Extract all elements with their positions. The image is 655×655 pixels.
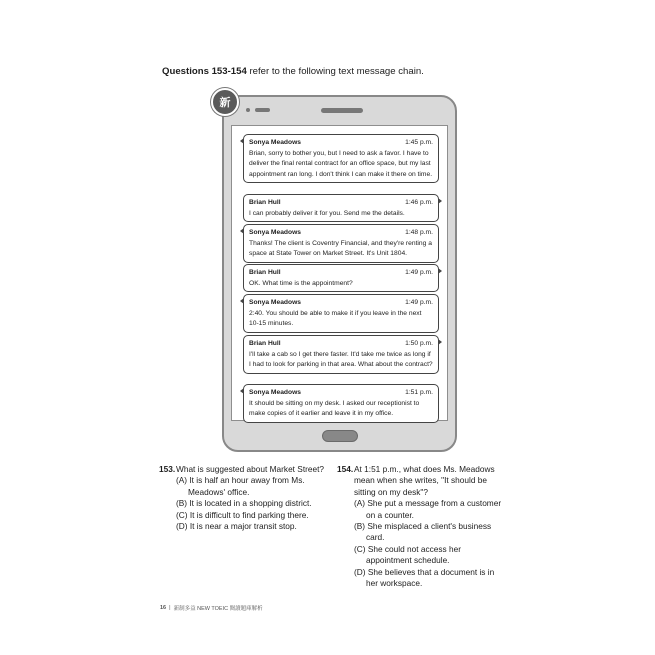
message-time: 1:45 p.m. (405, 139, 433, 146)
sensor-icon (255, 108, 270, 112)
message-text: 2:40. You should be able to make it if you leave in the next 10-15 minutes. (249, 309, 422, 328)
message-sender: Sonya Meadows (249, 389, 302, 396)
question-instruction (162, 66, 424, 77)
message-time: 1:46 p.m. (405, 199, 433, 206)
message-text: I'll take a cab so I get there faster. It'd take me twice as long if I had to look for parking in that area. What about the contract? (249, 350, 433, 369)
message-text: I can probably deliver it for you. Send me the details. (249, 209, 405, 217)
page-footer (160, 604, 263, 612)
message-sender: Brian Hull (249, 340, 281, 347)
camera-icon (246, 108, 250, 112)
question-number: 153. (159, 464, 176, 474)
message-sender: Sonya Meadows (249, 229, 302, 236)
message-time: 1:50 p.m. (405, 340, 433, 347)
phone-screen (231, 125, 448, 421)
message-bubble (243, 294, 439, 333)
answer-option: (D) It is near a major transit stop. (176, 521, 297, 532)
question-range: Questions 153-154 (162, 66, 247, 77)
question-stem: At 1:51 p.m., what does Ms. Meadows mean when she writes, "It should be sitting on my desk"? (354, 464, 495, 497)
phone-illustration (222, 95, 457, 452)
message-text: It should be sitting on my desk. I asked our receptionist to make copies of it earlier and leave it in my office. (249, 399, 420, 418)
message-sender: Brian Hull (249, 199, 281, 206)
answer-option: (A) It is half an hour away from Ms. Meadows' office. (176, 475, 305, 497)
answer-option: (B) She misplaced a client's business card. (354, 521, 492, 543)
message-text: Brian, sorry to bother you, but I need to ask a favor. I have to deliver the final rental contract for an office space, but my last appointment ran long. I don't think I can make it there on time. (249, 149, 433, 178)
instruction-text: refer to the following text message chain. (246, 66, 424, 77)
question-154 (337, 464, 507, 589)
answer-option: (C) It is difficult to find parking there. (176, 509, 309, 520)
question-stem: What is suggested about Market Street? (176, 464, 325, 474)
message-text: Thanks! The client is Coventry Financial, and they're renting a space at State Tower on Market Street. It's Unit 1804. (249, 239, 432, 258)
message-bubble (243, 384, 439, 423)
message-bubble (243, 335, 439, 374)
answer-option: (A) She put a message from a customer on a counter. (354, 498, 502, 520)
new-badge: 新 (211, 88, 239, 116)
message-time: 1:48 p.m. (405, 229, 433, 236)
answer-option: (B) It is located in a shopping district. (176, 498, 312, 509)
message-time: 1:49 p.m. (405, 299, 433, 306)
message-bubble (243, 194, 439, 222)
page-number: 16 (160, 605, 167, 611)
message-sender: Sonya Meadows (249, 299, 302, 306)
footer-divider: | (169, 605, 171, 611)
message-bubble (243, 134, 439, 183)
speaker-icon (321, 108, 363, 113)
answer-option: (C) She could not access her appointment schedule. (354, 543, 461, 566)
home-button-icon (322, 430, 358, 442)
book-title: 新制多益 NEW TOEIC 閱讀題庫解析 (173, 606, 263, 612)
message-sender: Sonya Meadows (249, 139, 302, 146)
question-number: 154. (337, 464, 354, 474)
message-time: 1:49 p.m. (405, 269, 433, 276)
message-text: OK. What time is the appointment? (249, 279, 353, 287)
message-bubble (243, 224, 439, 263)
answer-option: (D) She believes that a document is in her workspace. (354, 566, 495, 589)
message-sender: Brian Hull (249, 269, 281, 276)
question-153 (159, 464, 327, 532)
message-time: 1:51 p.m. (405, 389, 433, 396)
message-bubble (243, 264, 439, 292)
